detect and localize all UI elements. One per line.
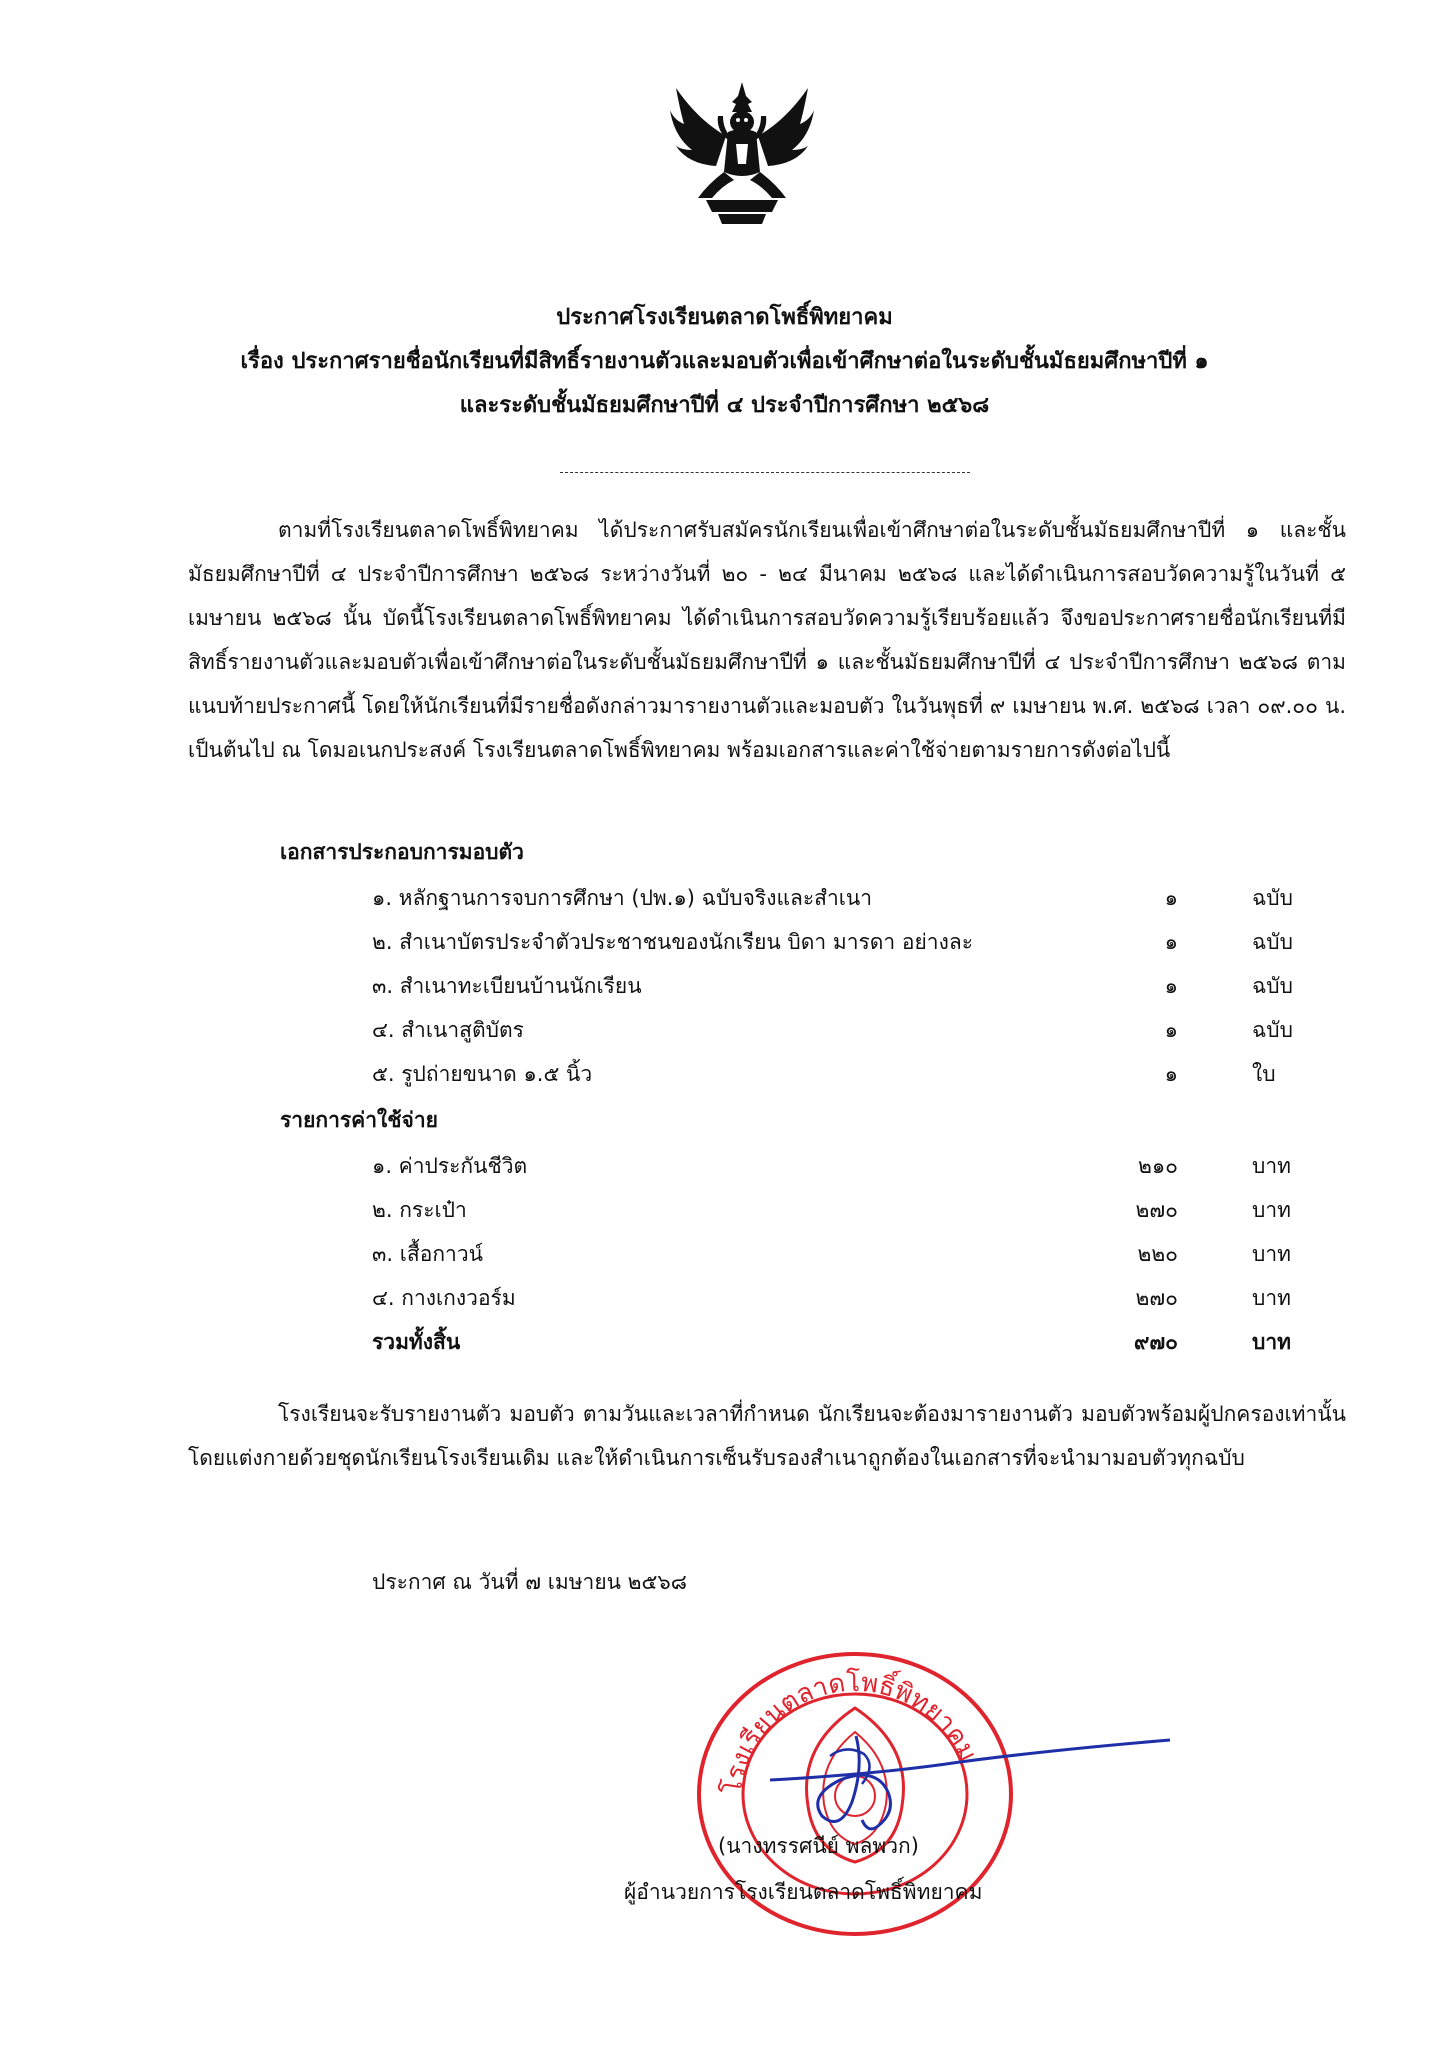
expense-amount: ๒๒๐ — [1137, 1242, 1178, 1266]
signer-title: ผู้อำนวยการโรงเรียนตลาดโพธิ์พิทยาคม — [624, 1880, 983, 1904]
garuda-emblem-icon — [668, 80, 816, 228]
document-desc: ๒. สำเนาบัตรประจำตัวประชาชนของนักเรียน บิดา มารดา อย่างละ — [372, 930, 973, 954]
expense-item — [372, 1144, 1312, 1188]
document-item — [372, 964, 1312, 1008]
title-divider — [560, 472, 970, 473]
expense-desc: ๓. เสื้อกาวน์ — [372, 1242, 483, 1266]
expense-desc: ๒. กระเป๋า — [372, 1198, 467, 1222]
document-item — [372, 1008, 1312, 1052]
expense-amount: ๒๑๐ — [1138, 1154, 1178, 1178]
instructions-paragraph: โรงเรียนจะรับรายงานตัว มอบตัว ตามวันและเวลาที่กำหนด นักเรียนจะต้องมารายงานตัว มอบตัวพร้อมผู้ปกครองเท่านั้น โดยแต่งกายด้วยชุดนักเรียนโรงเรียนเดิม และให้ดำเนินการเซ็นรับรองสำเนาถูกต้องในเอกสารที่จะนำมามอบตัวทุกฉบับ — [188, 1402, 1346, 1470]
document-qty: ๑ — [1164, 930, 1178, 954]
document-item — [372, 876, 1312, 920]
expense-item — [372, 1276, 1312, 1320]
expense-unit: บาท — [1252, 1286, 1291, 1310]
document-item — [372, 1052, 1312, 1096]
expense-unit: บาท — [1252, 1154, 1291, 1178]
document-desc: ๑. หลักฐานการจบการศึกษา (ปพ.๑) ฉบับจริงและสำเนา — [372, 886, 873, 910]
expense-desc: ๔. กางเกงวอร์ม — [372, 1286, 516, 1310]
document-qty: ๑ — [1164, 1062, 1178, 1086]
document-unit: ฉบับ — [1252, 886, 1293, 910]
document-qty: ๑ — [1164, 974, 1178, 998]
total-unit: บาท — [1252, 1330, 1291, 1354]
expense-item — [372, 1188, 1312, 1232]
signer-name: (นางทรรศนีย์ พลพวก) — [718, 1834, 919, 1858]
total-label: รวมทั้งสิ้น — [372, 1330, 461, 1354]
document-desc: ๕. รูปถ่ายขนาด ๑.๕ นิ้ว — [372, 1062, 593, 1086]
document-unit: ใบ — [1252, 1062, 1276, 1086]
page-title: ประกาศโรงเรียนตลาดโพธิ์พิทยาคม — [556, 305, 893, 330]
expense-total — [372, 1320, 1312, 1364]
document-qty: ๑ — [1164, 886, 1178, 910]
expenses-heading: รายการค่าใช้จ่าย — [280, 1108, 438, 1132]
document-unit: ฉบับ — [1252, 974, 1293, 998]
subject-line-1: เรื่อง ประกาศรายชื่อนักเรียนที่มีสิทธิ์รายงานตัวและมอบตัวเพื่อเข้าศึกษาต่อในระดับชั้นมัธยมศึกษาปีที่ ๑ — [240, 349, 1209, 374]
total-amount: ๙๗๐ — [1134, 1330, 1178, 1354]
expense-desc: ๑. ค่าประกันชีวิต — [372, 1154, 528, 1178]
documents-heading: เอกสารประกอบการมอบตัว — [280, 840, 524, 864]
expense-amount: ๒๗๐ — [1135, 1286, 1178, 1310]
document-desc: ๓. สำเนาทะเบียนบ้านนักเรียน — [372, 974, 642, 998]
expense-unit: บาท — [1252, 1198, 1291, 1222]
intro-paragraph: ตามที่โรงเรียนตลาดโพธิ์พิทยาคม ได้ประกาศรับสมัครนักเรียนเพื่อเข้าศึกษาต่อในระดับชั้นมัธยมศึกษาปีที่ ๑ และชั้นมัธยมศึกษาปีที่ ๔ ประจำปีการศึกษา ๒๕๖๘ ระหว่างวันที่ ๒๐ - ๒๔ มีนาคม ๒๕๖๘ และได้ดำเนินการสอบวัดความรู้ในวันที่ ๕ เมษายน ๒๕๖๘ นั้น บัดนี้โรงเรียนตลาดโพธิ์พิทยาคม ได้ดำเนินการสอบวัดความรู้เรียบร้อยแล้ว จึงขอประกาศรายชื่อนักเรียนที่มีสิทธิ์รายงานตัวและมอบตัวเพื่อเข้าศึกษาต่อในระดับชั้นมัธยมศึกษาปีที่ ๑ และชั้นมัธยมศึกษาปีที่ ๔ ประจำปีการศึกษา ๒๕๖๘ ตามแนบท้ายประกาศนี้ โดยให้นักเรียนที่มีรายชื่อดังกล่าวมารายงานตัวและมอบตัว ในวันพุธที่ ๙ เมษายน พ.ศ. ๒๕๖๘ เวลา ๐๙.๐๐ น. เป็นต้นไป ณ โดมอเนกประสงค์ โรงเรียนตลาดโพธิ์พิทยาคม พร้อมเอกสารและค่าใช้จ่ายตามรายการดังต่อไปนี้ — [188, 518, 1346, 762]
announcement-date: ประกาศ ณ วันที่ ๗ เมษายน ๒๕๖๘ — [372, 1570, 687, 1594]
stamp-text: โรงเรียนตลาดโพธิ์พิทยาคม — [717, 1667, 983, 1797]
document-qty: ๑ — [1164, 1018, 1178, 1042]
expense-unit: บาท — [1252, 1242, 1291, 1266]
expense-item — [372, 1232, 1312, 1276]
subject-line-2: และระดับชั้นมัธยมศึกษาปีที่ ๔ ประจำปีการศึกษา ๒๕๖๘ — [459, 393, 990, 418]
expense-amount: ๒๗๐ — [1135, 1198, 1178, 1222]
document-unit: ฉบับ — [1252, 930, 1293, 954]
document-item — [372, 920, 1312, 964]
document-desc: ๔. สำเนาสูติบัตร — [372, 1018, 524, 1042]
document-unit: ฉบับ — [1252, 1018, 1293, 1042]
